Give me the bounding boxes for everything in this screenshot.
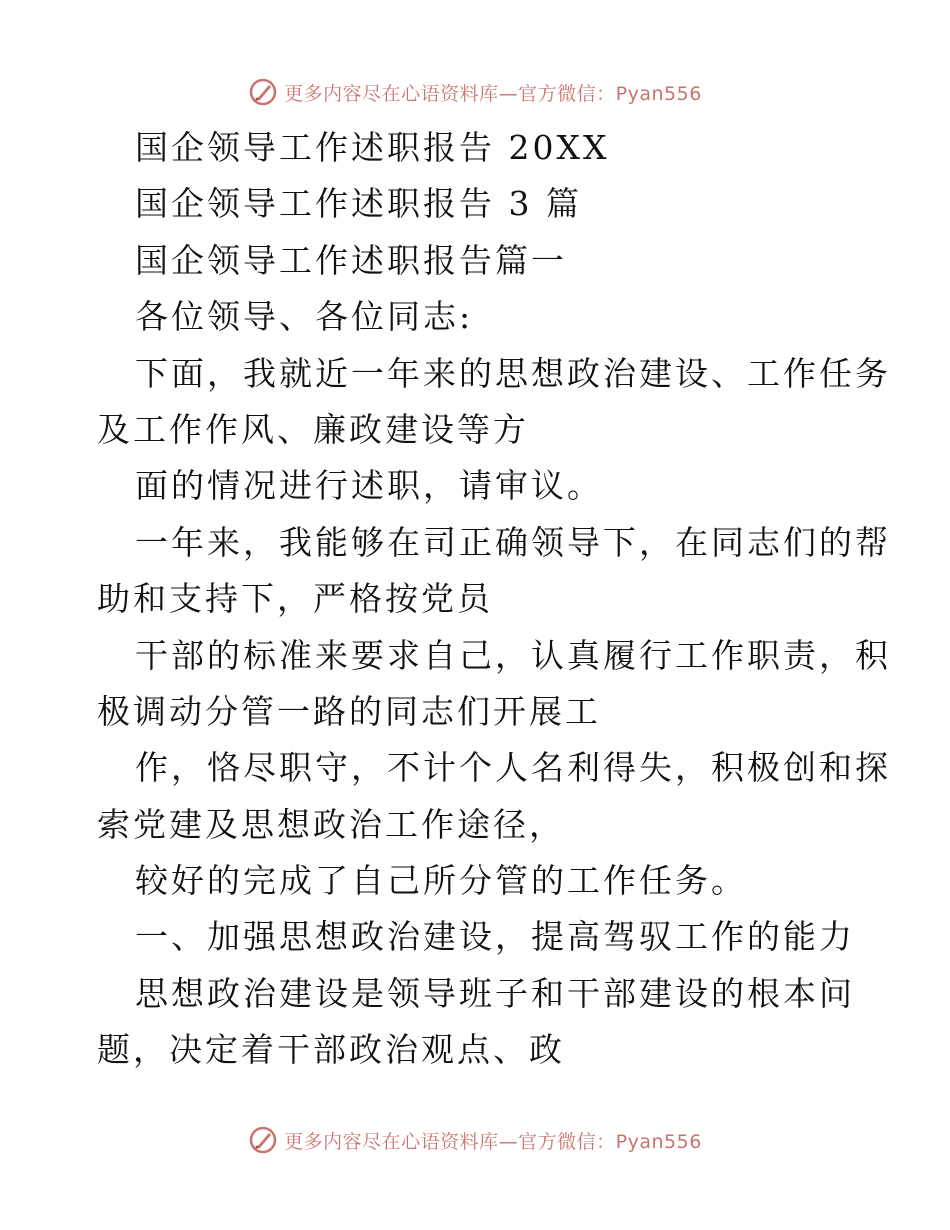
doc-line: 各位领导、各位同志: — [135, 297, 474, 337]
doc-line: 一年来，我能够在司正确领导下，在同志们的帮 — [135, 522, 891, 562]
doc-line: 面的情况进行述职，请审议。 — [135, 466, 603, 506]
watermark-header — [0, 72, 950, 112]
doc-line: 干部的标准来要求自己，认真履行工作职责，积 — [135, 635, 891, 675]
doc-line: 国企领导工作述职报告 20XX — [135, 128, 610, 167]
quill-pen-circle-logo-icon — [248, 1125, 278, 1155]
doc-line: 及工作作风、廉政建设等方 — [97, 409, 529, 449]
watermark-footer — [0, 1120, 950, 1160]
watermark-text: 更多内容尽在心语资料库—官方微信：Pyan556 — [284, 82, 702, 105]
doc-line: 一、加强思想政治建设，提高驾驭工作的能力 — [135, 917, 855, 957]
doc-line: 国企领导工作述职报告 3 篇 — [135, 184, 582, 224]
doc-line: 思想政治建设是领导班子和干部建设的根本问 — [135, 973, 855, 1013]
doc-line: 国企领导工作述职报告篇一 — [135, 240, 567, 280]
quill-pen-circle-logo-icon — [248, 77, 278, 107]
doc-line: 索党建及思想政治工作途径， — [97, 804, 565, 844]
document-body — [97, 120, 891, 1079]
doc-line: 下面，我就近一年来的思想政治建设、工作任务 — [135, 353, 891, 393]
watermark-text: 更多内容尽在心语资料库—官方微信：Pyan556 — [284, 1130, 702, 1153]
doc-line: 作，恪尽职守，不计个人名利得失，积极创和探 — [135, 748, 891, 788]
doc-line: 题，决定着干部政治观点、政 — [97, 1030, 565, 1070]
doc-line: 助和支持下，严格按党员 — [97, 579, 493, 619]
doc-line: 较好的完成了自己所分管的工作任务。 — [135, 861, 747, 901]
doc-line: 极调动分管一路的同志们开展工 — [97, 691, 601, 731]
